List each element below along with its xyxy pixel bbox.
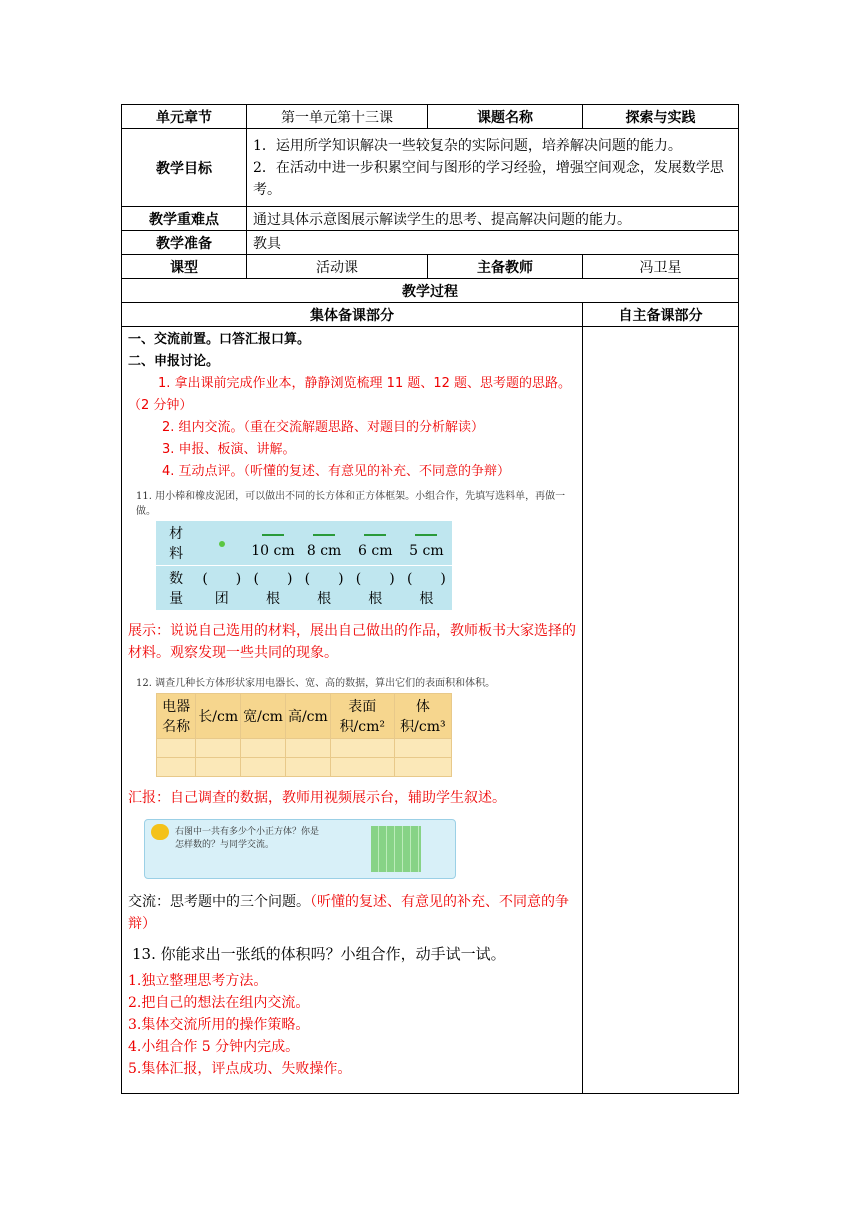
mat-cell: 6 cm — [350, 521, 401, 566]
key-points-value: 通过具体示意图展示解读学生的思考、提高解决问题的能力。 — [247, 207, 739, 231]
topic-value: 探索与实践 — [583, 105, 739, 129]
mat-cell: ( )根 — [299, 566, 350, 611]
lesson-plan-table — [121, 104, 739, 1094]
key-points-label: 教学重难点 — [122, 207, 247, 231]
class-type-value: 活动课 — [247, 255, 428, 279]
stick-icon — [313, 534, 335, 536]
elec-header: 长/cm — [196, 694, 241, 739]
stick-icon — [364, 534, 386, 536]
objective-item: 1．运用所学知识解决一些较复杂的实际问题，培养解决问题的能力。 — [253, 137, 682, 154]
self-title: 自主备课部分 — [583, 303, 739, 327]
elec-header: 体积/cm³ — [394, 694, 451, 739]
step-item: 4.小组合作 5 分钟内完成。 — [128, 1039, 300, 1055]
topic-label: 课题名称 — [428, 105, 583, 129]
class-type-label: 课型 — [122, 255, 247, 279]
unit-label: 单元章节 — [122, 105, 247, 129]
process-title: 教学过程 — [122, 279, 739, 303]
report-text: 汇报：自己调查的数据，教师用视频展示台，辅助学生叙述。 — [128, 790, 506, 806]
appliance-table — [156, 693, 452, 777]
bee-icon — [151, 824, 169, 840]
q11-text: 11. 用小棒和橡皮泥团，可以做出不同的长方体和正方体框架。小组合作，先填写选料单，再做一做。 — [136, 491, 566, 517]
think-text: 右图中一共有多少个小正方体？你是怎样数的？与同学交流。 — [175, 827, 320, 850]
mat-cell: ( )根 — [247, 566, 298, 611]
step-item: 1.独立整理思考方法。 — [128, 973, 268, 989]
step-r3: 3. 申报、板演、讲解。 — [162, 442, 296, 457]
mat-cell: ( )根 — [350, 566, 401, 611]
mat-cell: 8 cm — [299, 521, 350, 566]
exchange-text: 交流：思考题中的三个问题。（听懂的复述、有意见的补充、不同意的争辩） — [128, 894, 569, 932]
mat-cell: ( )团 — [196, 566, 247, 611]
section-2: 二、申报讨论。 — [128, 354, 220, 369]
teacher-value: 冯卫星 — [583, 255, 739, 279]
materials-table — [156, 521, 452, 610]
teacher-label: 主备教师 — [428, 255, 583, 279]
mat-cell: 材 料 — [169, 526, 198, 562]
step-item: 2.把自己的想法在组内交流。 — [128, 995, 310, 1011]
objective-item: 2．在活动中进一步积累空间与图形的学习经验，增强空间观念，发展数学思考。 — [253, 159, 724, 198]
step-r2: 2. 组内交流。（重在交流解题思路、对题目的分析解读） — [162, 420, 485, 435]
think-question-box — [144, 819, 456, 879]
objectives-content — [247, 129, 739, 207]
self-content — [583, 327, 739, 1094]
mat-cell: 5 cm — [401, 521, 452, 566]
elec-header: 宽/cm — [241, 694, 286, 739]
elec-header: 表面积/cm² — [330, 694, 394, 739]
stick-icon — [262, 534, 284, 536]
elec-header: 高/cm — [285, 694, 330, 739]
lesson-plan-sheet — [121, 104, 738, 1090]
preparation-label: 教学准备 — [122, 231, 247, 255]
preparation-value: 教具 — [247, 231, 739, 255]
elec-header: 电器名称 — [157, 694, 196, 739]
stick-icon — [415, 534, 437, 536]
step-item: 3.集体交流所用的操作策略。 — [128, 1017, 310, 1033]
collective-title: 集体备课部分 — [122, 303, 583, 327]
mat-cell: 10 cm — [247, 521, 298, 566]
collective-content — [122, 327, 583, 1094]
cube-stack-icon — [371, 826, 421, 872]
step-r4: 4. 互动点评。（听懂的复述、有意见的补充、不同意的争辩） — [162, 464, 511, 479]
clay-ball-icon — [196, 521, 247, 566]
unit-value: 第一单元第十三课 — [247, 105, 428, 129]
step-r1: 1. 拿出课前完成作业本，静静浏览梳理 11 题、12 题、思考题的思路。（2 分钟） — [128, 376, 572, 413]
q12-text: 12. 调查几种长方体形状家用电器长、宽、高的数据，算出它们的表面积和体积。 — [136, 678, 496, 689]
step-item: 5.集体汇报，评点成功、失败操作。 — [128, 1061, 352, 1077]
show-text: 展示：说说自己选用的材料，展出自己做出的作品，教师板书大家选择的材料。观察发现一些共同的现象。 — [128, 623, 576, 661]
mat-cell: 数 量 — [156, 566, 196, 611]
mat-cell: ( )根 — [401, 566, 452, 611]
section-1: 一、交流前置。口答汇报口算。 — [128, 332, 311, 347]
q13-text: 13. 你能求出一张纸的体积吗？小组合作，动手试一试。 — [132, 945, 506, 963]
objectives-label: 教学目标 — [122, 129, 247, 207]
